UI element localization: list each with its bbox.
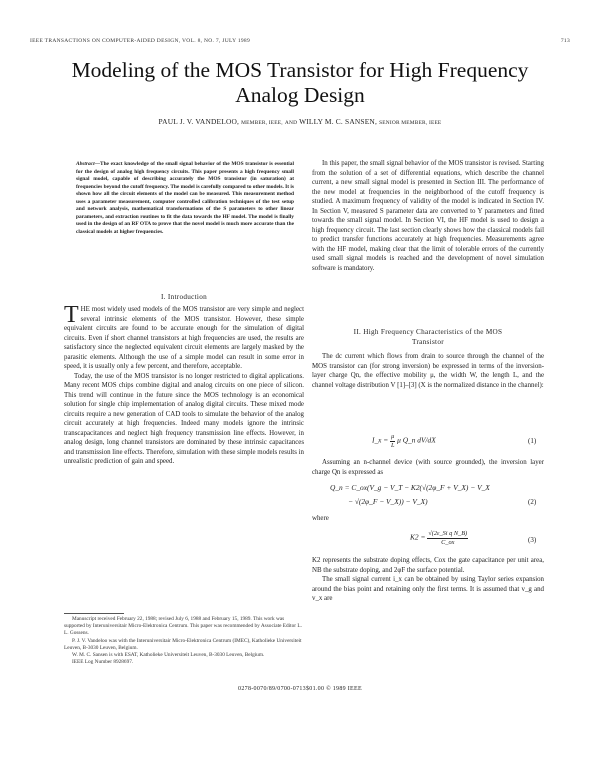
equation-1 [372,433,436,449]
intro-paragraph-1 [64,302,304,372]
where-text [312,514,544,524]
abstract-label: Abstract— [76,161,100,167]
author-1: PAUL J. V. VANDELOO, [158,117,240,126]
journal-name: IEEE TRANSACTIONS ON COMPUTER-AIDED DESIGN, VOL. 8, NO. 7, JULY 1989 [30,38,251,44]
paper-title [30,58,570,108]
eq3-fraction [427,530,468,546]
equation-2-line-2: − √(2φ_F − V_X)) − V_X) [348,497,428,506]
right-paragraph-3: K2 represents the substrate doping effects, Cox the gate capacitance per unit area, NB the substrate doping, and 2φF the surface potential. [312,557,544,574]
right-column-paragraph-1 [312,159,544,273]
right-paragraph-2: The dc current which flows from drain to source through the channel of the MOS transistor can (for strong inversion) be expressed in terms of the inversion-layer charge Qn, the effective mobility μ, the width W, the length L, and the channel voltage distribution V [1]–[3] (X is the normalized distance in the channel): [312,353,544,389]
right-paragraph-4: The small signal current i_x can be obtained by using Taylor series expansion around the bias point and retaining only the first terms. It is assumed that v_g and v_x are [312,576,544,602]
abstract [76,161,294,236]
author-1-affiliation: MEMBER, IEEE, [241,120,283,126]
where-label: where [312,515,329,522]
section-2-heading-line-2: Transistor [412,338,444,346]
footnote-received: Manuscript received February 22, 1988; revised July 6, 1988 and February 15, 1989. This work was supported by Interuniversitair Micro-Elektronica Centrum. This paper was recommended by Associate Editor L. L. Gossens. [64,616,302,637]
page-number: 713 [560,38,570,44]
author-2: WILLY M. C. SANSEN, [299,117,378,126]
copyright-line: 0278-0070/89/0700-0713$01.00 © 1989 IEEE [238,686,362,692]
eq1-frac-den: L [390,441,395,449]
equation-1-number: (1) [528,437,537,445]
introduction-body [64,302,304,467]
footnotes [64,613,304,666]
eq1-fraction [390,433,395,449]
abstract-text: The exact knowledge of the small signal behavior of the MOS transistor is essential for the design of analog high frequency circuits. This paper presents a high frequency small signal model, capable of describing accurately the MOS transistor (in saturation) at frequencies beyond the cutoff frequency. The model is carefully compared to other models. It is shown how all the circuit elements of the model can be measured. This measurement method uses a parameter measurement, computer controlled calibration techniques of the test setup and network analysis, mathematical transformations of the S parameters to other linear parameters, and extraction routines to fit the data towards the HF model. The model is finally used in the design of an RF OTA to prove that the novel model is much more accurate than the classical models at higher frequencies. [76,161,295,235]
intro-paragraph-1-text: HE most widely used models of the MOS transistor are very simple and neglect several intrinsic elements of the MOS transistor. However, these simple equivalent circuits are found to be accurate enough for the simulation of digital circuits. Even if short channel transistors at high frequencies are used, the results are satisfactory since the neglected equivalent circuit elements are largely masked by the parasitic elements. Although the use of a simple model can result in some error in speed, it is usually only a few percent, and therefore, acceptable. [64,306,304,370]
eq3-frac-den: C_ox [441,538,455,546]
title-line-2: Analog Design [235,83,365,107]
eq1-rhs: μ Q_n dV/dX [397,435,436,445]
equation-2-number: (2) [528,498,537,506]
section-2-paragraph-1 [312,352,544,390]
and-connector: AND [284,120,298,126]
author-line [30,117,570,126]
title-line-1: Modeling of the MOS Transistor for High Frequency [71,58,529,82]
eq3-frac-num: √(2ε_Si q N_B) [428,530,468,537]
equation-3 [410,530,468,546]
right-paragraph-assuming: Assuming an n-channel device (with source grounded), the inversion layer charge Qn is expressed as [312,459,544,476]
right-column-tail [312,556,544,604]
running-header [30,38,570,48]
assuming-text [312,458,544,477]
author-2-affiliation: SENIOR MEMBER, IEEE [379,120,442,126]
equation-3-number: (3) [528,536,537,544]
eq1-lhs: I_x = [372,435,391,445]
eq3-lhs: K2 = [410,532,426,542]
intro-paragraph-2: Today, the use of the MOS transistor is no longer restricted to digital applications. Many recent MOS chips combine digital and analog circuits on one piece of silicon. This trend will continue in the future since the MOS technology is an economical solution for single chip implementation of analog digital circuits. These mixed mode circuits require a new generation of CAD tools to simulate the behavior of the analog circuit accurately at high frequencies. Indeed many models ignore the intrinsic transcapacitances and neglect high frequency transmission line effects. However, in analog design, long channel transistors are dominated by these intrinsic capacitances and transmission line effects. Therefore, simulation with these simple models results in unrealistic prediction of gain and speed. [64,372,304,465]
footnote-rule [64,613,124,614]
section-2-heading [312,327,544,347]
footnote-author-1: P. J. V. Vandeloo was with the Interuniversitair Micro-Elektronica Centrum (IMEC), Katholieke Universiteit Leuven, B-3030 Leuven, Belgium. [64,637,302,651]
eq1-frac-num: μ [391,433,395,440]
section-2-heading-line-1: II. High Frequency Characteristics of the MOS [353,328,503,336]
equation-2-line-1: Q_n = C_ox(V_g − V_T − K2(√(2φ_F + V_X) − V_X [330,483,490,492]
footnote-ieee-log: IEEE Log Number 8928697. [72,659,134,666]
section-1-heading: I. Introduction [160,293,208,301]
right-paragraph-1: In this paper, the small signal behavior of the MOS transistor is revised. Starting from the solution of a set of differential equations, which describe the channel current, a new small signal model is presented in Section III. The performance of the new model at frequencies in the neighborhood of the cutoff frequency is studied. A maximum frequency of validity of the model is indicated in Section IV. In Section V, measured S parameter data are converted to Y parameters and fitted towards the small signal model. In Section VI, the HF model is used to design a high frequency circuit. The last section clearly shows how the classical models fail to predict transfer functions accurately at high frequencies. Measurements agree with the HF model, making clear that the limit of tolerable errors of the currently used small signal models is reached and the development of novel simulation software is mandatory. [312,160,544,272]
drop-cap: T [64,302,79,328]
footnote-author-2: W. M. C. Sansen is with ESAT, Katholieke Universiteit Leuven, B-3030 Leuven, Belgium. [72,652,265,659]
